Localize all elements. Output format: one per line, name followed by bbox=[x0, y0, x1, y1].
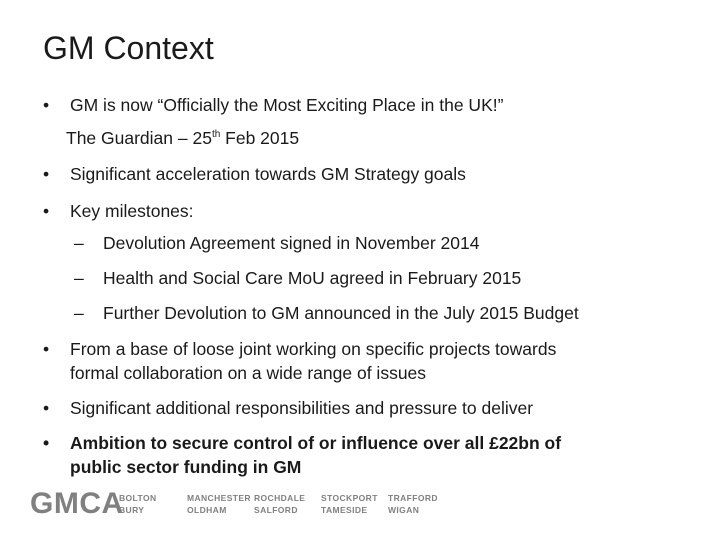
area-name: TRAFFORD bbox=[388, 493, 438, 503]
bullet-text-line1: Ambition to secure control of or influence over all £22bn of bbox=[70, 433, 562, 453]
milestone-text: Health and Social Care MoU agreed in February 2015 bbox=[103, 268, 522, 288]
milestone-text: Further Devolution to GM announced in the July 2015 Budget bbox=[103, 303, 579, 323]
area-name: SALFORD bbox=[254, 505, 298, 515]
dash-marker: – bbox=[74, 233, 84, 253]
area-column bbox=[187, 492, 251, 516]
area-name: BURY bbox=[119, 505, 145, 515]
bullet-text: Significant acceleration towards GM Strategy goals bbox=[70, 164, 466, 184]
area-name: BOLTON bbox=[119, 493, 157, 503]
area-column bbox=[388, 492, 438, 516]
bullet-text-line2: public sector funding in GM bbox=[70, 457, 302, 477]
bullet-text: Significant additional responsibilities and pressure to deliver bbox=[70, 398, 534, 418]
bullet-marker: • bbox=[43, 433, 50, 453]
bullet-text-line1: From a base of loose joint working on specific projects towards bbox=[70, 339, 557, 359]
bullet-text-line2: formal collaboration on a wide range of issues bbox=[70, 363, 427, 383]
bullet-marker: • bbox=[43, 398, 50, 418]
slide-title: GM Context bbox=[43, 30, 214, 66]
area-name: WIGAN bbox=[388, 505, 420, 515]
gmca-logo: GMCA bbox=[30, 487, 124, 520]
area-name: OLDHAM bbox=[187, 505, 227, 515]
bullet-source: The Guardian – 25th Feb 2015 bbox=[66, 128, 300, 148]
area-name: TAMESIDE bbox=[321, 505, 368, 515]
bullet-text: GM is now “Officially the Most Exciting Place in the UK!” bbox=[70, 95, 504, 115]
area-name: STOCKPORT bbox=[321, 493, 378, 503]
bullet-marker: • bbox=[43, 339, 50, 359]
area-name: MANCHESTER bbox=[187, 493, 251, 503]
bullet-marker: • bbox=[43, 164, 50, 184]
dash-marker: – bbox=[74, 303, 84, 323]
area-column bbox=[254, 492, 305, 516]
area-column bbox=[321, 492, 378, 516]
milestone-text: Devolution Agreement signed in November 2014 bbox=[103, 233, 480, 253]
bullet-text: Key milestones: bbox=[70, 201, 194, 221]
dash-marker: – bbox=[74, 268, 84, 288]
bullet-marker: • bbox=[43, 201, 50, 221]
area-column bbox=[119, 492, 157, 516]
area-name: ROCHDALE bbox=[254, 493, 306, 503]
bullet-marker: • bbox=[43, 95, 50, 115]
